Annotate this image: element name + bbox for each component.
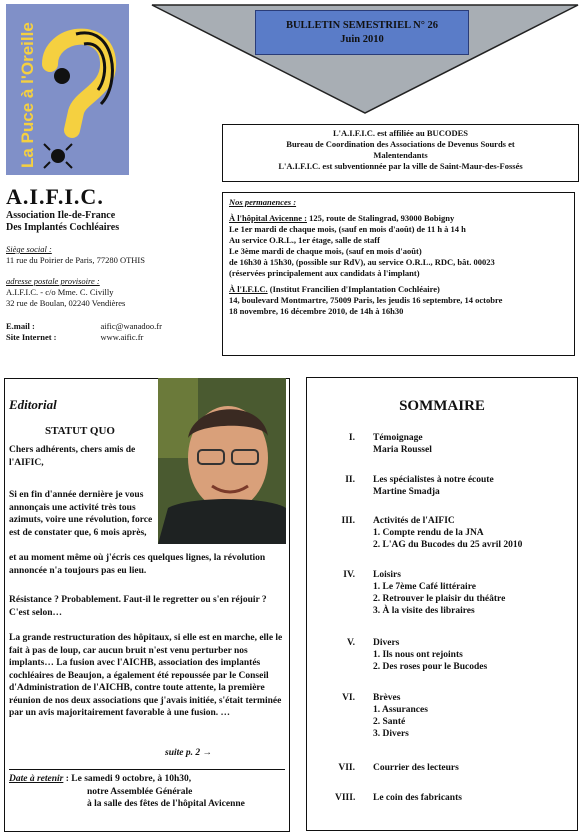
email-link[interactable]: aific@wanadoo.fr — [100, 321, 162, 331]
bulletin-title — [255, 10, 469, 55]
siege-value: 11 rue du Poirier de Paris, 77280 OTHIS — [6, 255, 145, 265]
association-subtitle-2: Des Implantés Cochléaires — [6, 222, 120, 233]
entry-line: 3. À la visite des libraires — [373, 606, 475, 616]
site-label: Site Internet : — [6, 332, 57, 342]
entry-line: 2. Retrouver le plaisir du théâtre — [373, 594, 506, 604]
entry-number: II. — [345, 475, 355, 485]
ific-line2: 14, boulevard Montmartre, 75009 Paris, les jeudis 16 septembre, 14 octobre — [229, 295, 503, 305]
ific-name: (Institut Francilien d'Implantation Cochléaire) — [269, 284, 440, 294]
entry-line: Le coin des fabricants — [373, 793, 462, 803]
continued-link[interactable]: suite p. 2 → — [165, 748, 212, 758]
avicenne-address: 125, route de Stalingrad, 93000 Bobigny — [309, 213, 455, 223]
rv-line3: à la salle des fêtes de l'hôpital Avicenne — [87, 799, 245, 809]
editorial-divider — [9, 769, 285, 770]
entry-text — [373, 474, 563, 498]
affiliation-line4: L'A.I.F.I.C. est subventionnée par la ville de Saint-Maur-des-Fossés — [278, 161, 523, 171]
author-photo — [158, 378, 286, 544]
postal-label: adresse postale provisoire : — [6, 276, 100, 286]
date-to-remember — [9, 773, 285, 811]
postal-value-1: A.I.F.I.C. - c/o Mme. C. Civilly — [6, 287, 114, 297]
editorial-title: Editorial — [9, 397, 57, 412]
entry-text — [373, 692, 563, 740]
site-link[interactable]: www.aific.fr — [100, 332, 144, 342]
rv-label: Date à retenir — [9, 774, 64, 784]
entry-line: 3. Divers — [373, 729, 409, 739]
entry-number: VII. — [338, 763, 355, 773]
entry-number: VI. — [342, 693, 355, 703]
editorial-heading: STATUT QUO — [45, 425, 115, 437]
editorial-paragraph-4: La grande restructuration des hôpitaux, si elle est en marche, elle le fait à pas de loup, car aucun bruit n'est venu perturber nos implants… La fusion avec l'AICHB, association des implantés cochléaires de Beaujon, a également été repoussée par le Conseil d'Administration de l'AICHB, contre toute attente, la première réunion de nos deux associations que j'avais initiée, s'était terminée par un avis majoritairement favorable à une fusion. … — [9, 633, 283, 718]
affiliation-box — [222, 124, 579, 182]
entry-text — [373, 637, 563, 673]
contact-table — [6, 321, 168, 343]
avicenne-line2: Le 1er mardi de chaque mois, (sauf en mois d'août) de 11 h à 14 h — [229, 224, 466, 234]
rv-line2: notre Assemblée Générale — [87, 786, 193, 797]
entry-line: Divers — [373, 638, 400, 648]
entry-line: Loisirs — [373, 570, 401, 580]
editorial-paragraph-1: Si en fin d'année dernière je vous annonçais une activité très tous azimuts, voire une révolution, force est de constater que, 6 mois après, — [9, 490, 153, 538]
sommaire-box — [306, 377, 578, 831]
portrait-image — [158, 378, 286, 544]
bulletin-line1: BULLETIN SEMESTRIEL N° 26 — [285, 20, 439, 31]
entry-text — [373, 432, 563, 456]
entry-line: Maria Roussel — [373, 445, 432, 455]
entry-number: IV. — [343, 570, 355, 580]
affiliation-line1: L'A.I.F.I.C. est affiliée au BUCODES — [333, 128, 468, 138]
editorial-paragraph-2: et au moment même où j'écris ces quelques lignes, la révolution annoncée n'a toujours pas eu lieu. — [9, 553, 266, 576]
entry-number: V. — [346, 638, 355, 648]
sommaire-title: SOMMAIRE — [399, 398, 485, 414]
entry-line: 2. Santé — [373, 717, 406, 727]
ear-question-icon — [6, 4, 129, 175]
permanences-title: Nos permanences : — [229, 197, 297, 207]
logo — [6, 4, 129, 175]
entry-line: Brèves — [373, 693, 401, 703]
bulletin-line2: Juin 2010 — [340, 34, 384, 45]
permanences-box — [222, 192, 575, 356]
permanence-avicenne — [229, 213, 568, 279]
postal-value-2: 32 rue de Boulan, 02240 Vendières — [6, 298, 126, 308]
entry-line: Courrier des lecteurs — [373, 763, 459, 773]
association-name: A.I.F.I.C. — [6, 184, 104, 209]
entry-line: 1. Assurances — [373, 705, 428, 715]
entry-line: Les spécialistes à notre écoute — [373, 475, 494, 485]
logo-text: La Puce à l'Oreille — [18, 22, 37, 168]
rv-line1: : Le samedi 9 octobre, à 10h30, — [65, 774, 192, 784]
entry-text — [373, 515, 563, 551]
entry-line: 1. Le 7ème Café littéraire — [373, 582, 476, 592]
association-block — [6, 184, 216, 343]
ific-line3: 18 novembre, 16 décembre 2010, de 14h à 16h30 — [229, 306, 404, 316]
entry-number: VIII. — [335, 793, 356, 803]
editorial-salute: Chers adhérents, chers amis de l'AIFIC, — [9, 445, 136, 468]
avicenne-line3: Au service O.R.L., 1er étage, salle de staff — [229, 235, 380, 245]
avicenne-head: À l'hôpital Avicenne : — [229, 213, 307, 223]
avicenne-line5: de 16h30 à 15h30, (possible sur RdV), au service O.R.L., RDC, bât. 00023 — [229, 257, 495, 267]
siege-label: Siège social : — [6, 244, 52, 254]
affiliation-line3: Malentendants — [373, 150, 428, 160]
association-subtitle-1: Association Ile-de-France — [6, 210, 116, 221]
entry-line: Activités de l'AIFIC — [373, 516, 455, 526]
entry-number: I. — [348, 433, 355, 443]
ific-head: À l'I.F.I.C. — [229, 284, 268, 294]
editorial-paragraph-3: Résistance ? Probablement. Faut-il le regretter ou s'en réjouir ? C'est selon… — [9, 595, 267, 618]
entry-text — [373, 569, 563, 617]
permanence-ific — [229, 284, 568, 317]
entry-line: Témoignage — [373, 433, 423, 443]
entry-line: 1. Compte rendu de la JNA — [373, 528, 484, 538]
entry-line: 2. Des roses pour le Bucodes — [373, 662, 488, 672]
avicenne-line4: Le 3ème mardi de chaque mois, (sauf en mois d'août) — [229, 246, 422, 256]
affiliation-line2: Bureau de Coordination des Associations de Devenus Sourds et — [286, 139, 515, 149]
avicenne-line6: (réservées principalement aux candidats à l'implant) — [229, 268, 420, 278]
entry-line: 2. L'AG du Bucodes du 25 avril 2010 — [373, 540, 523, 550]
entry-number: III. — [341, 516, 355, 526]
entry-line: Martine Smadja — [373, 487, 440, 497]
email-label: E.mail : — [6, 321, 35, 331]
entry-line: 1. Ils nous ont rejoints — [373, 650, 463, 660]
